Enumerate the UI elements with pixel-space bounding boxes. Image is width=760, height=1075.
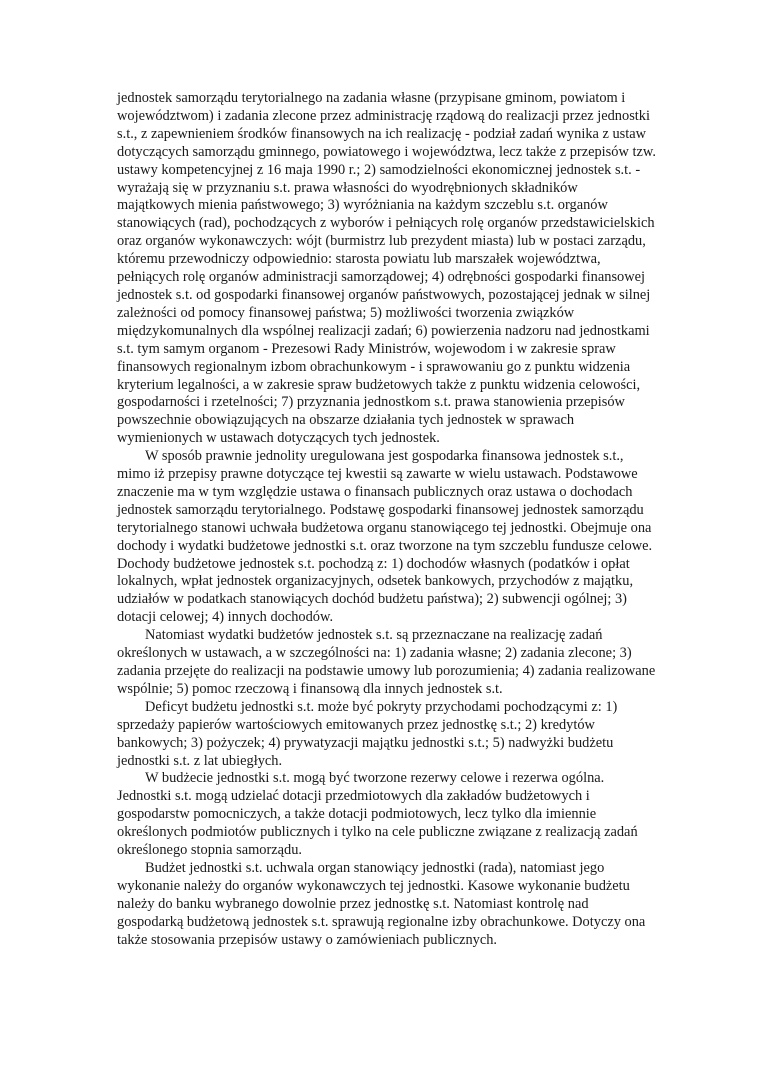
paragraph-budget-expenditures: Natomiast wydatki budżetów jednostek s.t. są przeznaczane na realizację zadań określonych w ustawach, a w szczególności na: 1) zadania własne; 2) zadania zlecone; 3) zadania przejęte do realizacji na podstawie umowy lub porozumienia; 4) zadania realizowane wspólnie; 5) pomoc rzeczową i finansową dla innych jednostek s.t.: [117, 627, 656, 697]
paragraph-budget-execution: Budżet jednostki s.t. uchwala organ stanowiący jednostki (rada), natomiast jego wykonanie należy do organów wykonawczych tej jednostki. Kasowe wykonanie budżetu należy do banku wybranego dowolnie przez jednostkę s.t. Natomiast kontrolę nad gospodarką budżetową jednostek s.t. sprawują regionalne izby obrachunkowe. Dotyczy ona także stosowania przepisów ustawy o zamówieniach publicznych.: [117, 859, 646, 948]
document-page: [117, 90, 657, 950]
paragraph-financial-economy: W sposób prawnie jednolity uregulowana jest gospodarka finansowa jednostek s.t., mimo iż przepisy prawne dotyczące tej kwestii są zawarte w wielu ustawach. Podstawowe znaczenie ma w tym względzie ustawa o finansach publicznych oraz ustawa o dochodach jednostek samorządu terytorialnego. Podstawę gospodarki finansowej jednostek samorządu terytorialnego stanowi uchwała budżetowa organu stanowiącego tej jednostki. Obejmuje ona dochody i wydatki budżetowe jednostki s.t. oraz tworzone na tym szczeblu fundusze celowe. Dochody budżetowe jednostek s.t. pochodzą z: 1) dochodów własnych (podatków i opłat lokalnych, wpłat jednostek organizacyjnych, odsetek bankowych, przychodów z majątku, udziałów w podatkach stanowiących dochód budżetu państwa); 2) subwencji ogólnej; 3) dotacji celowej; 4) innych dochodów.: [117, 448, 653, 626]
paragraph-continuation: jednostek samorządu terytorialnego na zadania własne (przypisane gminom, powiatom i województwom) i zadania zlecone przez administrację rządową do realizacji przez jednostki s.t., z zapewnieniem środków finansowych na ich realizację - podział zadań wynika z ustaw dotyczących samorządu gminnego, powiatowego i województwa, lecz także z przepisów tzw. ustawy kompetencyjnej z 16 maja 1990 r.; 2) samodzielności ekonomicznej jednostek s.t. - wyrażają się w przyznaniu s.t. prawa własności do wyodrębnionych składników majątkowych mienia państwowego; 3) wyróżniania na każdym szczeblu s.t. organów stanowiących (rad), pochodzących z wyborów i pełniących rolę organów przedstawicielskich oraz organów wykonawczych: wójt (burmistrz lub prezydent miasta) lub w postaci zarządu, któremu przewodniczy odpowiednio: starosta powiatu lub marszałek województwa, pełniących rolę organów administracji samorządowej; 4) odrębności gospodarki finansowej jednostek s.t. od gospodarki finansowej organów państwowych, pozostającej jednak w silnej zależności od pomocy finansowej państwa; 5) możliwości tworzenia związków międzykomunalnych dla wspólnej realizacji zadań; 6) powierzenia nadzoru nad jednostkami s.t. tym samym organom - Prezesowi Rady Ministrów, wojewodom i w zakresie spraw finansowych regionalnym izbom obrachunkowym - i sprawowaniu go z punktu widzenia kryterium legalności, a w zakresie spraw budżetowych także z punktu widzenia celowości, gospodarności i rzetelności; 7) przyznania jednostkom s.t. prawa stanowienia przepisów powszechnie obowiązujących na obszarze działania tych jednostek w sprawach wymienionych w ustawach dotyczących tych jednostek.: [117, 90, 656, 447]
paragraph-budget-deficit: Deficyt budżetu jednostki s.t. może być pokryty przychodami pochodzącymi z: 1) sprzedaży papierów wartościowych emitowanych przez jednostkę s.t.; 2) kredytów bankowych; 3) pożyczek; 4) prywatyzacji majątku jednostki s.t.; 5) nadwyżki budżetu jednostki s.t. z lat ubiegłych.: [117, 698, 618, 769]
paragraph-reserves-subsidies: W budżecie jednostki s.t. mogą być tworzone rezerwy celowe i rezerwa ogólna. Jednostki s.t. mogą udzielać dotacji przedmiotowych dla zakładów budżetowych i gospodarstw pomocniczych, a także dotacji podmiotowych, lecz tylko dla imiennie określonych podmiotów publicznych i tylko na cele publiczne związane z realizacją zadań określonego stopnia samorządu.: [117, 770, 638, 859]
